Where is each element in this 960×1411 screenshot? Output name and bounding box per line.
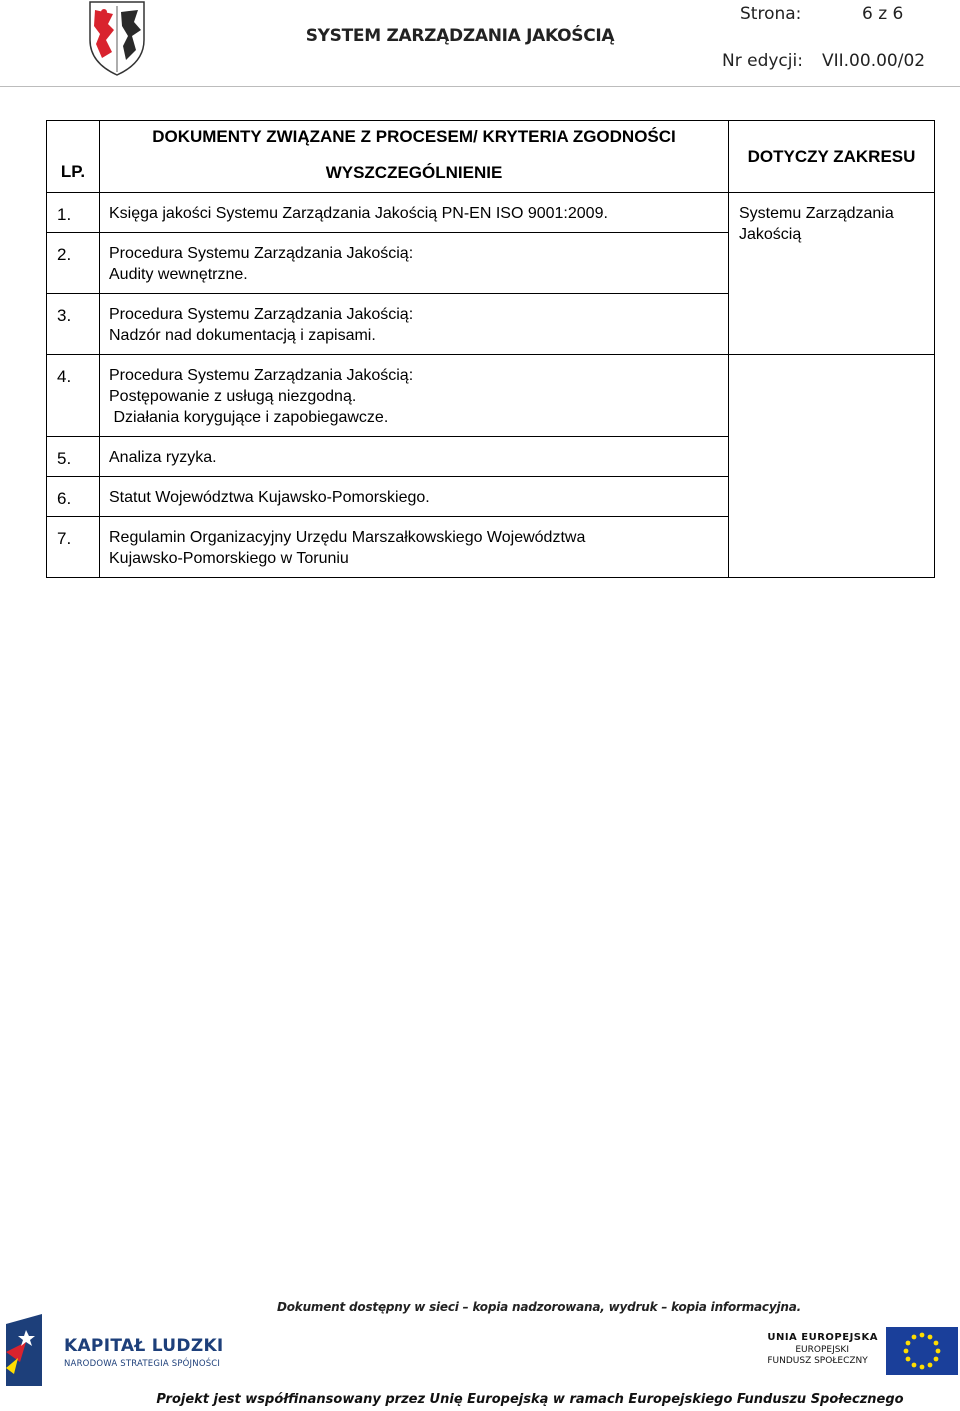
row-text-line: Statut Województwa Kujawsko-Pomorskiego.	[109, 489, 430, 506]
eu-text	[767, 1332, 878, 1366]
row-description	[100, 193, 729, 233]
row-number: 6.	[47, 477, 100, 517]
header-description	[100, 121, 729, 193]
row-description	[100, 517, 729, 578]
coat-of-arms-logo	[86, 0, 148, 76]
document-title: SYSTEM ZARZĄDZANIA JAKOŚCIĄ	[305, 26, 615, 46]
row-description	[100, 477, 729, 517]
edition-number: VII.00.00/02	[822, 51, 926, 71]
kl-title: KAPITAŁ LUDZKI	[64, 1336, 224, 1356]
header-lp: LP.	[47, 121, 100, 193]
scope-cell: Systemu Zarządzania Jakością	[729, 193, 935, 355]
row-number: 7.	[47, 517, 100, 578]
row-number: 4.	[47, 355, 100, 437]
related-documents-table	[46, 120, 935, 578]
eu-line-3: FUNDUSZ SPOŁECZNY	[767, 1356, 868, 1366]
row-text-line: Postępowanie z usługą niezgodną.	[109, 388, 357, 405]
kl-subtitle: NARODOWA STRATEGIA SPÓJNOŚCI	[64, 1359, 221, 1369]
funding-statement-text: Projekt jest współfinansowany przez Unię Europejską w ramach Europejskiego Funduszu Społecznego	[156, 1392, 904, 1407]
row-text-line: Procedura Systemu Zarządzania Jakością:	[109, 367, 414, 384]
row-text-line: Analiza ryzyka.	[109, 449, 217, 466]
scope-empty-cell	[729, 355, 935, 578]
row-description	[100, 294, 729, 355]
table-row	[47, 355, 935, 437]
row-text-line: Audity wewnętrzne.	[109, 266, 248, 283]
header-desc-subtitle: WYSZCZEGÓLNIENIE	[325, 163, 503, 182]
row-text-line: Kujawsko-Pomorskiego w Toruniu	[109, 550, 349, 567]
eu-line-2: EUROPEJSKI	[795, 1345, 849, 1355]
kapital-ludzki-text	[64, 1336, 224, 1369]
row-number: 1.	[47, 193, 100, 233]
header-desc-title: DOKUMENTY ZWIĄZANE Z PROCESEM/ KRYTERIA ZGODNOŚCI	[152, 127, 676, 146]
kapital-ludzki-logo	[4, 1312, 44, 1390]
row-number: 3.	[47, 294, 100, 355]
row-text-line: Nadzór nad dokumentacją i zapisami.	[109, 327, 376, 344]
eu-flag-icon	[886, 1327, 958, 1375]
row-text-line: Procedura Systemu Zarządzania Jakością:	[109, 245, 414, 262]
funding-statement	[0, 1392, 960, 1407]
row-description	[100, 355, 729, 437]
header-scope: DOTYCZY ZAKRESU	[729, 121, 935, 193]
row-text-line: Działania korygujące i zapobiegawcze.	[109, 409, 389, 426]
table-header-row	[47, 121, 935, 193]
row-number: 5.	[47, 437, 100, 477]
row-text-line: Procedura Systemu Zarządzania Jakością:	[109, 306, 414, 323]
distribution-note-text: Dokument dostępny w sieci – kopia nadzorowana, wydruk – kopia informacyjna.	[277, 1300, 801, 1314]
row-description	[100, 233, 729, 294]
header-divider	[0, 86, 960, 87]
table-row	[47, 193, 935, 233]
row-text-line: Księga jakości Systemu Zarządzania Jakością PN-EN ISO 9001:2009.	[109, 205, 608, 222]
eu-line-1: UNIA EUROPEJSKA	[767, 1332, 878, 1343]
edition-label: Nr edycji:	[722, 51, 803, 71]
page-label: Strona:	[740, 4, 802, 24]
page-number: 6 z 6	[862, 4, 904, 24]
row-text-line: Regulamin Organizacyjny Urzędu Marszałkowskiego Województwa	[109, 529, 586, 546]
distribution-note	[0, 1300, 960, 1314]
row-description	[100, 437, 729, 477]
row-number: 2.	[47, 233, 100, 294]
